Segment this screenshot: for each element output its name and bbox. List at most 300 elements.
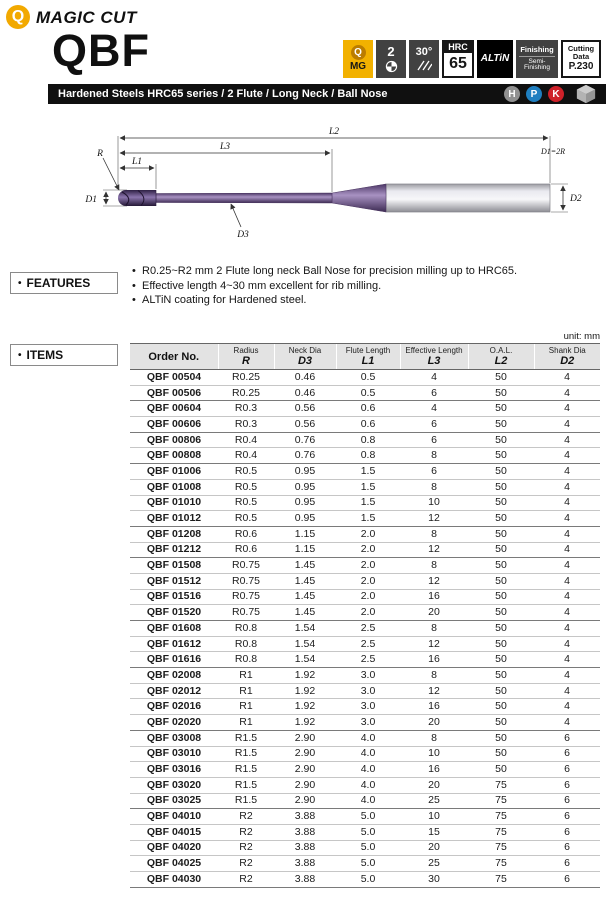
spec-value-cell: R1 — [218, 699, 274, 715]
spec-value-cell: 4 — [534, 573, 600, 589]
spec-value-cell: 75 — [468, 777, 534, 793]
spec-value-cell: 0.5 — [360, 370, 376, 383]
helix-angle-value: 30° — [415, 45, 433, 58]
spec-value-cell: 3.88 — [274, 809, 336, 825]
order-no-cell: QBF 03020 — [130, 777, 218, 793]
order-no-cell: QBF 01208 — [130, 526, 218, 542]
table-row — [130, 589, 600, 605]
spec-value-cell: 50 — [468, 762, 534, 778]
dimension-lines — [103, 138, 566, 227]
tool-flute-section — [126, 190, 156, 206]
spec-value-cell: 30 — [400, 872, 468, 888]
spec-value-cell: R1.5 — [218, 746, 274, 762]
mg-q-mark: Q — [351, 45, 366, 60]
spec-value-cell: 4.0 — [336, 730, 400, 746]
table-row — [130, 668, 600, 684]
bullet-dot: • — [18, 277, 22, 289]
tool-diagram — [0, 106, 606, 264]
spec-value-cell: 4.0 — [336, 793, 400, 809]
order-no-cell: QBF 04015 — [130, 824, 218, 840]
spec-value-cell: R0.3 — [218, 417, 274, 433]
order-no-cell: QBF 01608 — [130, 621, 218, 637]
spec-value-cell: 16 — [400, 652, 468, 668]
spec-value-cell: 0.76 — [274, 432, 336, 448]
spec-value-cell: 3.88 — [274, 872, 336, 888]
table-row — [130, 746, 600, 762]
items-table-body — [130, 370, 600, 888]
column-header: Order No. — [130, 344, 218, 370]
spec-value-cell: R0.8 — [218, 636, 274, 652]
spec-value-cell: R0.6 — [218, 526, 274, 542]
unit-note: unit: mm — [563, 331, 600, 342]
order-no-cell: QBF 02016 — [130, 699, 218, 715]
spec-value-cell: R2 — [218, 856, 274, 872]
spec-value-cell: R1.5 — [218, 762, 274, 778]
spec-value-cell: 50 — [468, 448, 534, 464]
spec-value-cell: 6 — [534, 793, 600, 809]
order-no-cell: QBF 01520 — [130, 605, 218, 621]
spec-value-cell: 50 — [468, 652, 534, 668]
spec-value-cell: 4.0 — [336, 777, 400, 793]
spec-value-cell: 0.8 — [336, 432, 400, 448]
spec-value-cell: R0.6 — [218, 542, 274, 558]
table-row — [130, 511, 600, 527]
spec-value-cell: 5.0 — [336, 856, 400, 872]
table-row — [130, 464, 600, 480]
spec-value-cell: 4 — [534, 495, 600, 511]
spec-value-cell: 75 — [468, 856, 534, 872]
spec-value-cell: 4 — [400, 401, 468, 417]
order-no-cell: QBF 01012 — [130, 511, 218, 527]
spec-value-cell: 6 — [534, 840, 600, 856]
order-no-cell: QBF 04010 — [130, 809, 218, 825]
spec-value-cell: 50 — [468, 526, 534, 542]
material-badge-h: H — [504, 86, 520, 102]
spec-value-cell: 1.92 — [274, 715, 336, 731]
spec-value-cell: 0.56 — [274, 401, 336, 417]
spec-value-cell: 4.0 — [336, 762, 400, 778]
spec-value-cell: 2.0 — [336, 573, 400, 589]
table-row — [130, 636, 600, 652]
spec-value-cell: 50 — [468, 417, 534, 433]
spec-value-cell: 50 — [468, 385, 534, 401]
table-row — [130, 417, 600, 433]
order-no-cell: QBF 00808 — [130, 448, 218, 464]
column-header: Shank Dia D2 — [534, 344, 600, 370]
spec-value-cell: 3.0 — [336, 668, 400, 684]
order-no-cell: QBF 01212 — [130, 542, 218, 558]
spec-value-cell: 50 — [468, 605, 534, 621]
spec-value-cell: 0.95 — [274, 479, 336, 495]
order-no-cell: QBF 01612 — [130, 636, 218, 652]
table-row — [130, 793, 600, 809]
feature-item: • Effective length 4~30 mm excellent for rib milling. — [132, 279, 517, 294]
spec-value-cell: 6 — [534, 746, 600, 762]
spec-value-cell: 2.90 — [274, 746, 336, 762]
spec-value-cell: 4 — [534, 605, 600, 621]
spec-value-cell: 1.54 — [274, 636, 336, 652]
spec-value-cell: R0.75 — [218, 605, 274, 621]
spec-value-cell: 20 — [400, 777, 468, 793]
spec-value-cell: 75 — [468, 840, 534, 856]
features-list — [132, 264, 517, 308]
spec-value-cell: 0.6 — [336, 417, 400, 433]
spec-value-cell: 12 — [400, 511, 468, 527]
cutting-data-line2: Data — [572, 52, 590, 62]
spec-value-cell: 4 — [534, 589, 600, 605]
spec-value-cell: 50 — [468, 464, 534, 480]
spec-value-cell: 5.0 — [336, 824, 400, 840]
subtitle-text: Hardened Steels HRC65 series / 2 Flute / Long Neck / Ball Nose — [58, 88, 388, 100]
spec-value-cell: 4 — [534, 699, 600, 715]
order-no-cell: QBF 01006 — [130, 464, 218, 480]
order-no-cell: QBF 02020 — [130, 715, 218, 731]
table-row — [130, 558, 600, 574]
items-header-row — [130, 344, 600, 370]
finishing-line2: Semi- — [528, 57, 546, 65]
spec-value-cell: R0.75 — [218, 589, 274, 605]
table-row — [130, 840, 600, 856]
spec-value-cell: 16 — [400, 699, 468, 715]
table-row — [130, 777, 600, 793]
order-no-cell: QBF 01616 — [130, 652, 218, 668]
spec-value-cell: 4 — [534, 652, 600, 668]
spec-value-cell: 10 — [400, 809, 468, 825]
spec-value-cell: R0.5 — [218, 479, 274, 495]
spec-value-cell: 50 — [468, 479, 534, 495]
spec-value-cell: 12 — [400, 636, 468, 652]
label-d1-equals-2r: D1=2R — [541, 147, 566, 156]
spec-value-cell: 75 — [468, 824, 534, 840]
spec-value-cell: 50 — [468, 401, 534, 417]
spec-value-cell: R0.4 — [218, 432, 274, 448]
spec-value-cell: 6 — [534, 762, 600, 778]
spec-value-cell: 0.46 — [294, 370, 316, 383]
spec-value-cell: 3.88 — [274, 856, 336, 872]
coating-label: ALTiN — [480, 52, 510, 64]
spec-value-cell: R1.5 — [218, 777, 274, 793]
cutting-data-page: P.230 — [568, 61, 594, 73]
spec-value-cell: 4 — [534, 401, 600, 417]
spec-value-cell: 6 — [534, 856, 600, 872]
table-row — [130, 762, 600, 778]
tool-shank — [386, 184, 550, 212]
spec-value-cell: 1.5 — [336, 495, 400, 511]
spec-value-cell: 16 — [400, 762, 468, 778]
table-row — [130, 385, 600, 401]
spec-value-cell: 4 — [534, 542, 600, 558]
spec-value-cell: 2.5 — [336, 636, 400, 652]
spec-value-cell: 16 — [400, 589, 468, 605]
spec-value-cell: R2 — [218, 840, 274, 856]
spec-value-cell: 4 — [534, 448, 600, 464]
order-no-cell: QBF 00504 — [146, 370, 202, 383]
spec-value-cell: 4 — [534, 464, 600, 480]
spec-value-cell: 1.54 — [274, 621, 336, 637]
spec-value-cell: 50 — [468, 668, 534, 684]
tool-body — [118, 184, 550, 212]
spec-value-cell: R1 — [218, 683, 274, 699]
table-row — [130, 526, 600, 542]
spec-value-cell: R1 — [218, 668, 274, 684]
spec-value-cell: 4 — [534, 526, 600, 542]
table-row — [130, 699, 600, 715]
items-label-text: ITEMS — [26, 348, 64, 362]
spec-value-cell: 50 — [468, 730, 534, 746]
spec-value-cell: R1.5 — [218, 793, 274, 809]
order-no-cell: QBF 01512 — [130, 573, 218, 589]
table-row — [130, 479, 600, 495]
series-title: MAGIC CUT — [36, 8, 137, 27]
spec-value-cell: 25 — [400, 856, 468, 872]
features-section — [0, 262, 606, 322]
order-no-cell: QBF 03025 — [130, 793, 218, 809]
spec-value-cell: 50 — [468, 699, 534, 715]
spec-value-cell: 4 — [534, 479, 600, 495]
spec-value-cell: 2.0 — [336, 605, 400, 621]
spec-value-cell: R0.75 — [218, 573, 274, 589]
spec-value-cell: 0.46 — [274, 385, 336, 401]
spec-value-cell: 2.0 — [336, 558, 400, 574]
helix-angle-badge — [409, 40, 439, 78]
spec-value-cell: 8 — [400, 448, 468, 464]
spec-value-cell: 6 — [400, 417, 468, 433]
column-header: Neck Dia D3 — [274, 344, 336, 370]
flute-count-value: 2 — [387, 43, 395, 59]
spec-value-cell: 6 — [534, 872, 600, 888]
spec-value-cell: 3.88 — [274, 840, 336, 856]
column-header: O.A.L. L2 — [468, 344, 534, 370]
spec-value-cell: 2.90 — [274, 730, 336, 746]
spec-value-cell: R0.25 — [231, 370, 261, 383]
spec-value-cell: 50 — [468, 511, 534, 527]
spec-value-cell: 50 — [468, 636, 534, 652]
helix-lines-icon — [416, 60, 432, 71]
spec-value-cell: 5.0 — [336, 872, 400, 888]
spec-value-cell: 8 — [400, 558, 468, 574]
spec-value-cell: 50 — [468, 573, 534, 589]
spec-value-cell: 0.76 — [274, 448, 336, 464]
spec-value-cell: 25 — [400, 793, 468, 809]
table-row — [130, 809, 600, 825]
product-code: QBF — [52, 25, 150, 76]
spec-value-cell: 3.0 — [336, 683, 400, 699]
spec-value-cell: 4.0 — [336, 746, 400, 762]
spec-value-cell: 0.8 — [336, 448, 400, 464]
cutting-data-line1: Cutting — [567, 44, 595, 54]
column-header: Flute Length L1 — [336, 344, 400, 370]
spec-value-cell: 2.0 — [336, 589, 400, 605]
label-l3: L3 — [219, 142, 231, 152]
spec-value-cell: 12 — [400, 542, 468, 558]
spec-value-cell: 8 — [400, 479, 468, 495]
spec-value-cell: 2.0 — [336, 542, 400, 558]
spec-value-cell: 1.15 — [274, 542, 336, 558]
spec-value-cell: 1.54 — [274, 652, 336, 668]
spec-value-cell: 50 — [468, 715, 534, 731]
order-no-cell: QBF 03008 — [130, 730, 218, 746]
spec-value-cell: 50 — [468, 558, 534, 574]
column-header: Radius R — [218, 344, 274, 370]
spec-value-cell: 1.45 — [274, 589, 336, 605]
feature-item: • ALTiN coating for Hardened steel. — [132, 293, 517, 308]
spec-value-cell: 6 — [534, 730, 600, 746]
table-row — [130, 605, 600, 621]
items-label — [10, 344, 118, 366]
material-badge-k: K — [548, 86, 564, 102]
spec-value-cell: 75 — [468, 809, 534, 825]
coating-badge — [477, 40, 513, 78]
spec-value-cell: R2 — [218, 809, 274, 825]
finishing-line1: Finishing — [519, 46, 555, 57]
subtitle-bar — [48, 84, 606, 104]
order-no-cell: QBF 04020 — [130, 840, 218, 856]
table-row — [130, 432, 600, 448]
table-row — [130, 370, 600, 386]
finishing-badge — [516, 40, 558, 78]
spec-value-cell: 2.90 — [274, 793, 336, 809]
table-row — [130, 715, 600, 731]
spec-value-cell: 75 — [468, 872, 534, 888]
spec-value-cell: 1.92 — [274, 699, 336, 715]
cube-3d-icon — [574, 84, 598, 104]
spec-value-cell: 4 — [431, 370, 437, 383]
order-no-cell: QBF 04025 — [130, 856, 218, 872]
spec-value-cell: 5.0 — [336, 840, 400, 856]
spec-value-cell: 10 — [400, 746, 468, 762]
order-no-cell: QBF 04030 — [130, 872, 218, 888]
spec-value-cell: R0.8 — [218, 652, 274, 668]
order-no-cell: QBF 00604 — [130, 401, 218, 417]
spec-value-cell: 50 — [468, 432, 534, 448]
spec-value-cell: 4 — [534, 558, 600, 574]
table-row — [130, 824, 600, 840]
spec-value-cell: R1 — [218, 715, 274, 731]
spec-value-cell: R0.5 — [218, 464, 274, 480]
spec-value-cell: R0.3 — [218, 401, 274, 417]
table-row — [130, 652, 600, 668]
spec-value-cell: 1.45 — [274, 558, 336, 574]
label-r: R — [97, 149, 103, 159]
spec-value-cell: 6 — [534, 824, 600, 840]
spec-value-cell: 20 — [400, 840, 468, 856]
spec-value-cell: 1.92 — [274, 668, 336, 684]
table-row — [130, 495, 600, 511]
spec-value-cell: 4 — [534, 417, 600, 433]
spec-value-cell: 20 — [400, 605, 468, 621]
bullet-dot: • — [18, 349, 22, 361]
spec-value-cell: 4 — [534, 668, 600, 684]
spec-value-cell: 4 — [534, 385, 600, 401]
spec-value-cell: 4 — [564, 370, 570, 383]
spec-badges — [343, 40, 601, 78]
spec-value-cell: 8 — [400, 621, 468, 637]
material-badge-p: P — [526, 86, 542, 102]
label-d2: D2 — [570, 194, 582, 204]
spec-value-cell: 2.90 — [274, 762, 336, 778]
spec-value-cell: 50 — [468, 683, 534, 699]
label-l1: L1 — [131, 157, 143, 167]
label-d3: D3 — [237, 230, 249, 240]
spec-value-cell: 1.45 — [274, 573, 336, 589]
spec-value-cell: 4 — [534, 621, 600, 637]
spec-value-cell: 1.15 — [274, 526, 336, 542]
spec-value-cell: 0.6 — [336, 401, 400, 417]
column-header: Effective Length L3 — [400, 344, 468, 370]
spec-value-cell: 8 — [400, 668, 468, 684]
hrc-value: 65 — [449, 55, 467, 73]
spec-value-cell: 3.0 — [336, 715, 400, 731]
hardness-badge — [442, 40, 474, 78]
table-row — [130, 401, 600, 417]
spec-value-cell: 6 — [400, 432, 468, 448]
spec-value-cell: 3.88 — [274, 824, 336, 840]
features-label-text: FEATURES — [26, 276, 91, 290]
spec-value-cell: 4 — [534, 683, 600, 699]
spec-value-cell: 10 — [400, 495, 468, 511]
spec-value-cell: 4 — [534, 432, 600, 448]
table-row — [130, 856, 600, 872]
spec-value-cell: 75 — [468, 793, 534, 809]
tool-neck — [156, 193, 332, 203]
cutting-data-badge — [561, 40, 601, 78]
table-row — [130, 573, 600, 589]
order-no-cell: QBF 03010 — [130, 746, 218, 762]
spec-value-cell: 0.95 — [274, 464, 336, 480]
order-no-cell: QBF 00606 — [130, 417, 218, 433]
spec-value-cell: R0.5 — [218, 495, 274, 511]
spec-value-cell: 0.95 — [274, 495, 336, 511]
spec-value-cell: 15 — [400, 824, 468, 840]
order-no-cell: QBF 03016 — [130, 762, 218, 778]
label-d1: D1 — [85, 195, 97, 205]
table-row — [130, 542, 600, 558]
spec-value-cell: 50 — [468, 746, 534, 762]
spec-value-cell: 2.5 — [336, 652, 400, 668]
spec-value-cell: 4 — [534, 715, 600, 731]
spec-value-cell: 6 — [400, 385, 468, 401]
flute-count-badge — [376, 40, 406, 78]
spec-value-cell: 50 — [468, 542, 534, 558]
spec-value-cell: 6 — [534, 809, 600, 825]
label-l2: L2 — [328, 127, 340, 137]
order-no-cell: QBF 01516 — [130, 589, 218, 605]
dimension-labels — [84, 127, 581, 240]
spec-value-cell: 50 — [468, 495, 534, 511]
magic-cut-badge — [343, 40, 373, 78]
brand-q-icon: Q — [6, 5, 30, 29]
table-row — [130, 448, 600, 464]
spec-value-cell: 1.45 — [274, 605, 336, 621]
spec-value-cell: 5.0 — [336, 809, 400, 825]
spec-value-cell: R0.8 — [218, 621, 274, 637]
spec-value-cell: 0.5 — [336, 385, 400, 401]
order-no-cell: QBF 01508 — [130, 558, 218, 574]
hrc-label: HRC — [444, 42, 472, 53]
order-no-cell: QBF 01008 — [130, 479, 218, 495]
spec-value-cell: R1.5 — [218, 730, 274, 746]
spec-value-cell: 1.92 — [274, 683, 336, 699]
table-row — [130, 683, 600, 699]
spec-value-cell: 12 — [400, 573, 468, 589]
tool-taper — [332, 184, 386, 212]
order-no-cell: QBF 00806 — [130, 432, 218, 448]
table-row — [130, 872, 600, 888]
mg-label: MG — [349, 61, 367, 73]
order-no-cell: QBF 00506 — [130, 385, 218, 401]
spec-value-cell: 4 — [534, 636, 600, 652]
spec-value-cell: 12 — [400, 683, 468, 699]
